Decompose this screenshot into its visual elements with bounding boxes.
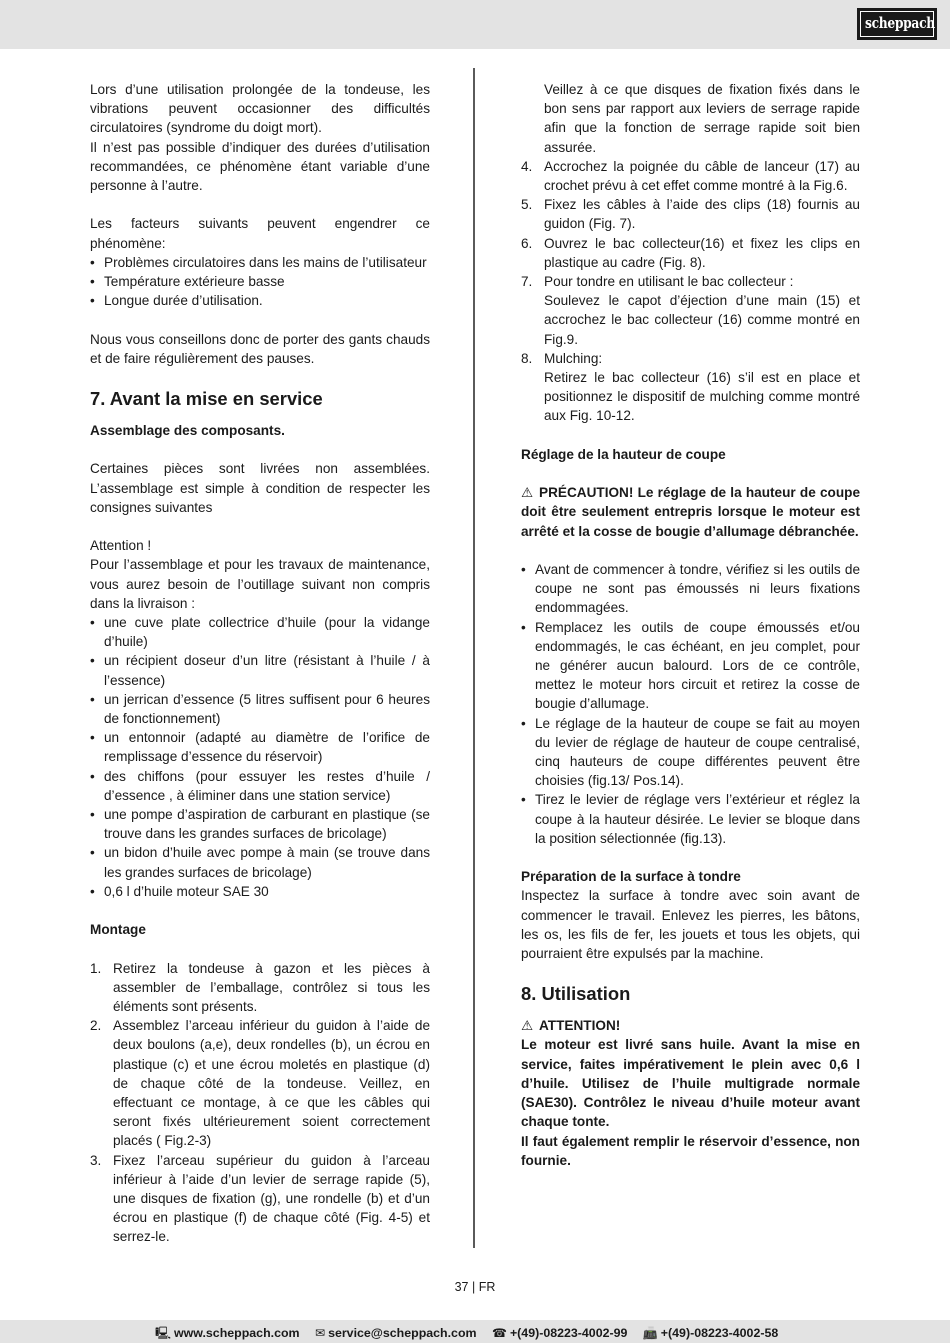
- warning-icon: ⚠: [521, 485, 534, 501]
- cut-height-list: [521, 560, 860, 848]
- tools-intro: Pour l’assemblage et pour les travaux de maintenance, vous aurez besoin de l’outillage suivant non compris dans la livraison :: [90, 557, 430, 611]
- list-item: 7. Pour tondre en utilisant le bac collecteur :: [521, 274, 794, 290]
- list-item: 1. Retirez la tondeuse à gazon et les pièces à assembler de l’emballage, contrôlez si tous les éléments sont présents.: [90, 960, 430, 1015]
- list-item: 4. Accrochez la poignée du câble de lanceur (17) au crochet prévu à cet effet comme montré à la Fig.6.: [521, 158, 860, 194]
- tools-list: [90, 613, 430, 901]
- section-7-heading: 7. Avant la mise en service: [90, 388, 323, 410]
- right-column: [521, 80, 860, 1170]
- footer-website[interactable]: 🖳 www.scheppach.com: [155, 1326, 300, 1340]
- footer-phone: ☎ +(49)-08223-4002-99: [491, 1326, 628, 1340]
- list-item: • Avant de commencer à tondre, vérifiez si les outils de coupe ne sont pas émoussés ni leurs fixations endommagées.: [521, 560, 860, 618]
- list-item: • 0,6 l d’huile moteur SAE 30: [90, 882, 430, 901]
- mail-icon: ✉: [315, 1326, 326, 1340]
- fax-icon: 📠: [642, 1326, 658, 1340]
- step-8-continuation: Retirez le bac collecteur (16) s’il est en place et positionnez le dispositif de mulching comme montré aux Fig. 10-12.: [544, 370, 860, 424]
- list-item: 2. Assemblez l’arceau inférieur du guidon à l’aide de deux boulons (a,e), deux rondelles (b), un écrou en plastique (c) et une écrou moletés en plastique (d) de chaque côté de la tondeuse. Veillez, en effectuant ce montage, à ce que les câbles qui seront fixés ultérieurement soient correctement placés ( Fig.2-3): [90, 1018, 430, 1149]
- step-3-continuation: Veillez à ce que disques de fixation fixés dans le bon sens par rapport aux leviers de serrage rapide afin que la fonction de serrage rapide soit bien assurée.: [544, 82, 860, 155]
- monitor-icon: 🖳: [155, 1326, 172, 1340]
- footer-bar: [0, 1320, 950, 1343]
- montage-steps: [90, 959, 430, 1247]
- list-item: • Remplacez les outils de coupe émoussés et/ou endommagés, le cas échéant, en jeu complet, pour ne générer aucun balourd. Lors de ce contrôle, mettez le moteur hors circuit et retirez la cosse de bougie d’allumage.: [521, 618, 860, 714]
- scheppach-logo: [857, 8, 937, 40]
- list-item: • un entonnoir (adapté au diamètre de l’orifice de remplissage d’essence du réservoir): [90, 728, 430, 766]
- vibration-paragraph: Lors d’une utilisation prolongée de la tondeuse, les vibrations peuvent occasionner des difficultés circulatoires (syndrome du doigt mort).: [90, 82, 430, 136]
- list-item: 5. Fixez les câbles à l’aide des clips (18) fournis au guidon (Fig. 7).: [521, 197, 860, 232]
- list-item: • des chiffons (pour essuyer les restes d’huile / d’essence , à éliminer dans une station service): [90, 767, 430, 805]
- header-bar: [0, 0, 950, 49]
- list-item: • un jerrican d’essence (5 litres suffisent pour 6 heures de fonctionnement): [90, 690, 430, 728]
- list-item: 3. Fixez l’arceau supérieur du guidon à l’arceau inférieur à l’aide d’un levier de serrage rapide (5), une disques de fixation (g), une rondelle (b) et d’un écrou en plastique (f) de chaque côté (Fig. 4-5) et serrez-le.: [90, 1152, 430, 1245]
- step-7-continuation: Soulevez le capot d’éjection d’une main (15) et accrochez le bac collecteur (16) comme montré en Fig.9.: [544, 293, 860, 347]
- assembly-paragraph: Certaines pièces sont livrées non assemblées. L’assemblage est simple à condition de respecter les consignes suivantes: [90, 461, 430, 515]
- oil-warning-paragraph: Le moteur est livré sans huile. Avant la mise en service, faites impérativement le plein avec 0,6 l d’huile. Utilisez de l’huile multigrade normale (SAE30). Contrôlez le niveau d’huile moteur avant chaque tonte.: [521, 1037, 860, 1130]
- list-item: • Problèmes circulatoires dans les mains de l’utilisateur: [90, 253, 430, 272]
- factors-intro: Les facteurs suivants peuvent engendrer ce phénomène:: [90, 216, 430, 251]
- advice-paragraph: Nous vous conseillons donc de porter des gants chauds et de faire régulièrement des pauses.: [90, 331, 430, 366]
- factors-list: [90, 253, 430, 311]
- surface-prep-subheading: Préparation de la surface à tondre: [521, 869, 741, 885]
- cut-height-subheading: Réglage de la hauteur de coupe: [521, 446, 726, 462]
- list-item: • Longue durée d’utilisation.: [90, 291, 430, 310]
- list-item: 8. Mulching:: [521, 350, 603, 366]
- attention-label: Attention !: [90, 538, 152, 554]
- footer-email[interactable]: ✉ service@scheppach.com: [315, 1326, 477, 1340]
- page-number: 37 | FR: [454, 1280, 496, 1294]
- montage-steps-continued: [521, 157, 860, 291]
- surface-prep-paragraph: Inspectez la surface à tondre avec soin avant de commencer le travail. Enlevez les pierres, les bâtons, les os, les fils de fer, les jouets et tous les objets, qui pourraient être expulsés par la machine.: [521, 888, 860, 962]
- logo-text: scheppach: [865, 14, 935, 32]
- footer-fax: 📠 +(49)-08223-4002-58: [642, 1326, 779, 1340]
- list-item: • Température extérieure basse: [90, 272, 430, 291]
- attention-heading: ⚠ ATTENTION!: [521, 1016, 860, 1035]
- left-column: [90, 80, 430, 1247]
- list-item: 6. Ouvrez le bac collecteur(16) et fixez les clips en plastique au cadre (Fig. 8).: [521, 235, 860, 270]
- list-item: • Le réglage de la hauteur de coupe se fait au moyen du levier de réglage de hauteur de coupe centralisé, cinq hauteurs de coupe différentes peuvent être choisies (fig.13/ Pos.14).: [521, 714, 860, 791]
- list-item: • un bidon d’huile avec pompe à main (se trouve dans les grandes surfaces de bricolage): [90, 843, 430, 881]
- phone-icon: ☎: [491, 1326, 507, 1340]
- list-item: • une cuve plate collectrice d’huile (pour la vidange d’huile): [90, 613, 430, 651]
- duration-paragraph: Il n’est pas possible d’indiquer des durées d’utilisation recommandées, ce phénomène étant variable d’une personne à l’autre.: [90, 139, 430, 194]
- column-divider: [473, 68, 475, 1248]
- list-item: • un récipient doseur d’un litre (résistant à l’huile / à l’essence): [90, 651, 430, 689]
- list-item: • une pompe d’aspiration de carburant en plastique (se trouve dans les grandes surfaces de bricolage): [90, 805, 430, 843]
- montage-subheading: Montage: [90, 922, 146, 938]
- fuel-warning-paragraph: Il faut également remplir le réservoir d’essence, non fournie.: [521, 1133, 860, 1168]
- list-item: • Tirez le levier de réglage vers l’extérieur et réglez la coupe à la hauteur désirée. Le levier se bloque dans la position sélectionnée (fig.13).: [521, 790, 860, 848]
- assembly-subheading: Assemblage des composants.: [90, 423, 285, 439]
- section-8-heading: 8. Utilisation: [521, 983, 631, 1005]
- warning-icon: ⚠: [521, 1018, 534, 1034]
- caution-note: ⚠ PRÉCAUTION! Le réglage de la hauteur de coupe doit être seulement entrepris lorsque le moteur est arrêté et la cosse de bougie d’allumage débranchée.: [521, 485, 860, 539]
